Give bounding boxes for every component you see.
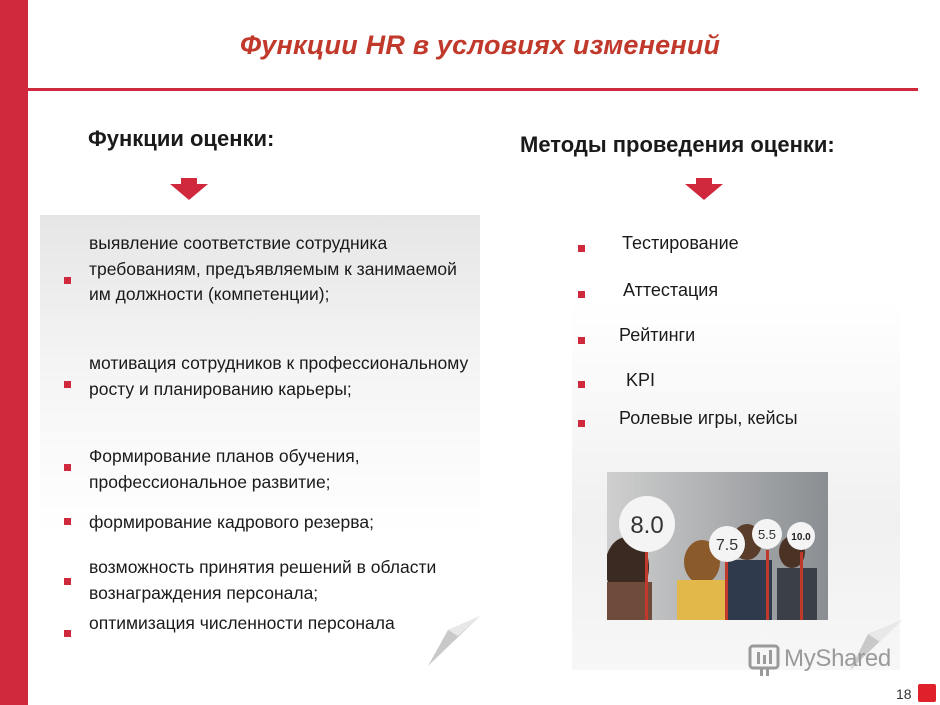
- list-item: возможность принятия решений в области вознаграждения персонала;: [89, 557, 437, 603]
- score-card-text: 7.5: [715, 537, 739, 554]
- assessment-functions-heading: Функции оценки:: [88, 126, 275, 151]
- bullet-icon: [578, 291, 585, 298]
- method-item: Ролевые игры, кейсы: [619, 408, 798, 428]
- list-item: оптимизация численности персонала: [89, 613, 395, 633]
- list-item: мотивация сотрудников к профессиональному росту и планированию карьеры;: [89, 353, 469, 399]
- page-number: 18: [896, 686, 912, 702]
- score-card-text: 5.5: [757, 527, 777, 542]
- bullet-icon: [64, 630, 71, 637]
- bullet-icon: [578, 337, 585, 344]
- bullet-icon: [64, 464, 71, 471]
- method-item: Аттестация: [623, 280, 719, 300]
- assessment-methods-heading: Методы проведения оценки:: [520, 132, 835, 157]
- method-item: Рейтинги: [619, 325, 696, 345]
- score-cards-photo: [607, 472, 828, 620]
- list-item: Формирование планов обучения, профессиональное развитие;: [89, 446, 360, 492]
- title-divider: [28, 88, 918, 91]
- slide-title: Функции HR в условиях изменений: [240, 30, 721, 60]
- bullet-icon: [64, 277, 71, 284]
- left-accent-bar: [0, 0, 28, 705]
- page-marker: [918, 684, 936, 702]
- down-arrow-icon: [685, 178, 723, 200]
- bullet-icon: [64, 578, 71, 585]
- bullet-icon: [578, 245, 585, 252]
- bullet-icon: [578, 420, 585, 427]
- list-item: формирование кадрового резерва;: [89, 512, 374, 532]
- bullet-icon: [578, 381, 585, 388]
- list-item: выявление соответствие сотрудника требованиям, предъявляемым к занимаемой им должности (компетенции);: [89, 233, 457, 304]
- method-item: KPI: [626, 370, 656, 390]
- down-arrow-icon: [170, 178, 208, 200]
- bullet-icon: [64, 518, 71, 525]
- score-card-text: 8.0: [630, 512, 664, 539]
- method-item: Тестирование: [622, 233, 739, 253]
- watermark-brand: MyShared: [784, 645, 891, 672]
- score-card-text: 10.0: [791, 532, 811, 543]
- bullet-icon: [64, 381, 71, 388]
